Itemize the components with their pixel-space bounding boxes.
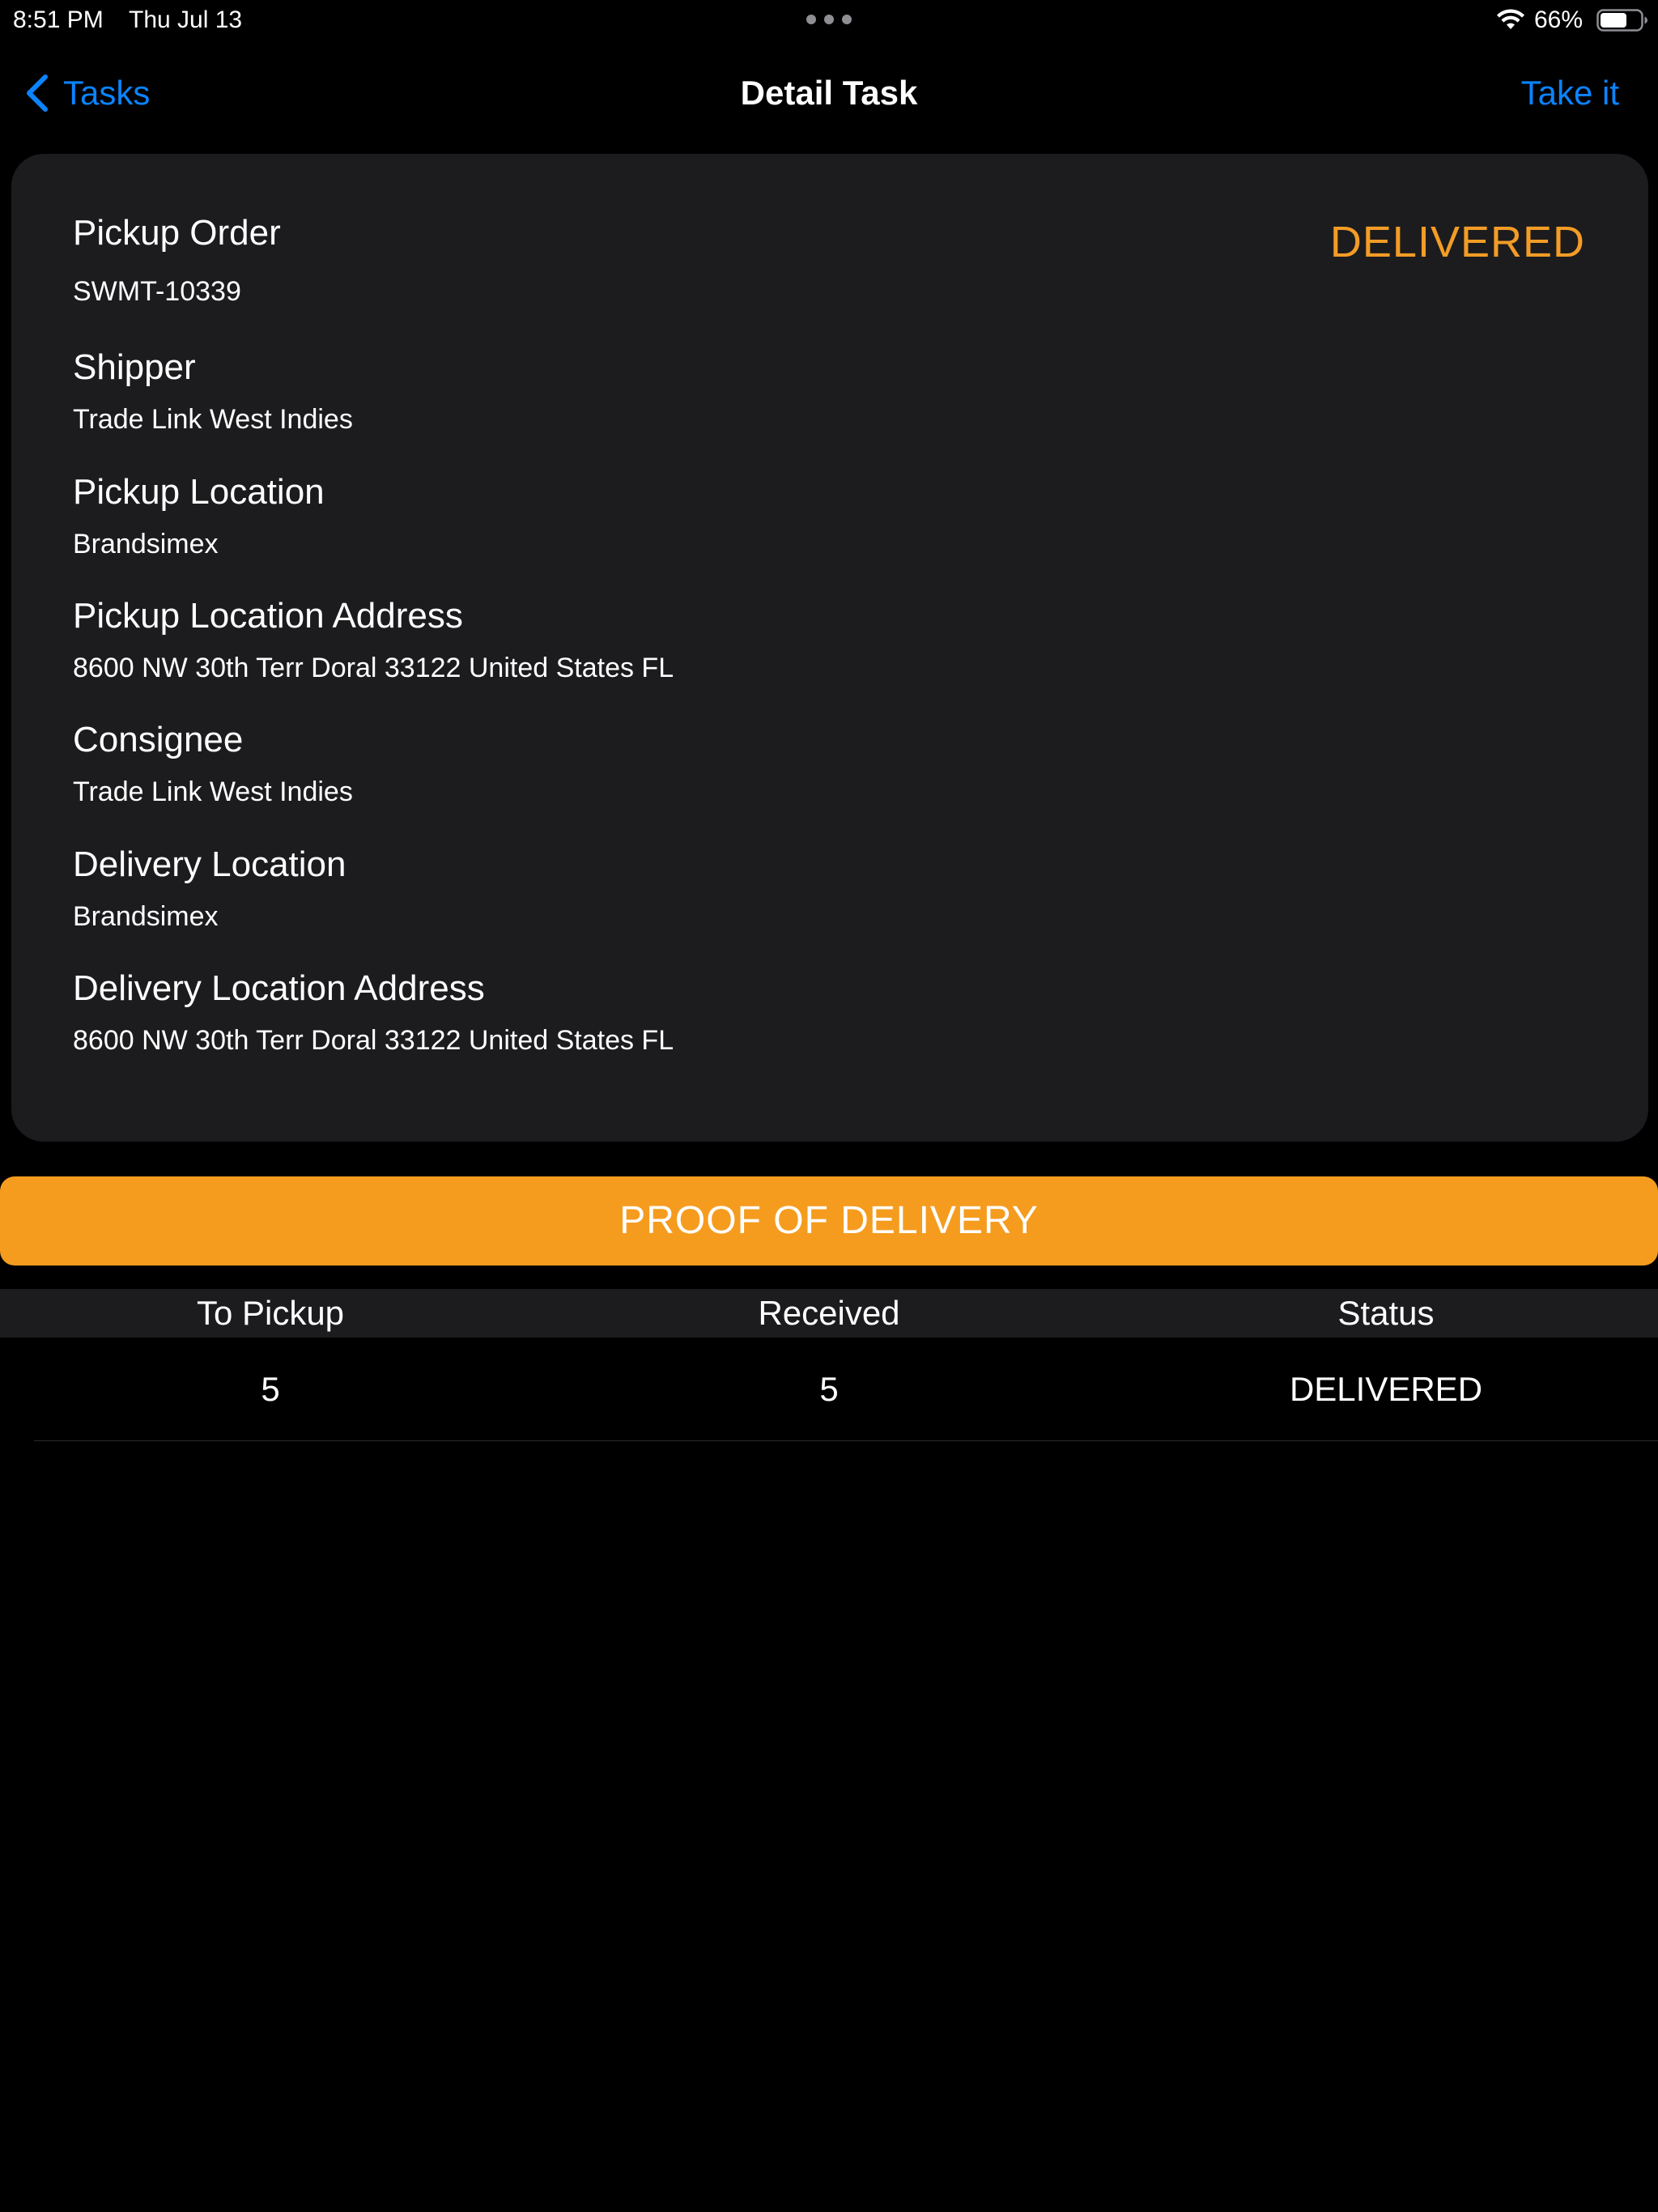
table-header bbox=[0, 1289, 1658, 1338]
status-bar bbox=[0, 0, 1658, 40]
battery-percentage: 66% bbox=[1534, 6, 1584, 33]
proof-of-delivery-button[interactable]: PROOF OF DELIVERY bbox=[0, 1176, 1658, 1266]
field-label: Pickup Location Address bbox=[73, 596, 463, 636]
field-delivery-location bbox=[73, 842, 346, 934]
field-pickup-location bbox=[73, 470, 325, 562]
field-shipper bbox=[73, 345, 353, 437]
wifi-icon bbox=[1496, 8, 1525, 32]
field-pickup-location-address bbox=[73, 593, 674, 686]
take-it-button[interactable]: Take it bbox=[1520, 74, 1619, 112]
cell-status: DELIVERED bbox=[1289, 1370, 1483, 1408]
column-header-status: Status bbox=[1337, 1294, 1435, 1332]
status-date: Thu Jul 13 bbox=[129, 6, 243, 33]
field-label: Shipper bbox=[73, 347, 196, 387]
field-value: Trade Link West Indies bbox=[73, 404, 353, 435]
field-label: Consignee bbox=[73, 720, 244, 759]
field-label: Pickup Location bbox=[73, 472, 325, 512]
column-header-to-pickup: To Pickup bbox=[196, 1294, 345, 1332]
field-value: Brandsimex bbox=[73, 529, 219, 559]
page-title: Detail Task bbox=[740, 74, 918, 112]
multitask-dots-icon[interactable] bbox=[806, 15, 852, 24]
status-badge: DELIVERED bbox=[1329, 218, 1585, 266]
field-pickup-order bbox=[73, 211, 281, 309]
field-consignee bbox=[73, 717, 353, 810]
field-label: Delivery Location Address bbox=[73, 968, 485, 1008]
status-time: 8:51 PM bbox=[13, 6, 104, 33]
column-header-received: Received bbox=[758, 1294, 900, 1332]
field-value: 8600 NW 30th Terr Doral 33122 United States FL bbox=[73, 1025, 674, 1056]
field-value: SWMT-10339 bbox=[73, 276, 241, 307]
field-value: 8600 NW 30th Terr Doral 33122 United States FL bbox=[73, 653, 674, 683]
row-divider bbox=[34, 1440, 1658, 1441]
field-value: Trade Link West Indies bbox=[73, 776, 353, 807]
field-label: Pickup Order bbox=[73, 213, 281, 253]
cell-to-pickup: 5 bbox=[261, 1370, 280, 1408]
table-row[interactable] bbox=[0, 1338, 1658, 1440]
back-button-label: Tasks bbox=[63, 74, 151, 112]
field-value: Brandsimex bbox=[73, 901, 219, 932]
field-label: Delivery Location bbox=[73, 844, 346, 884]
task-details-card bbox=[11, 154, 1648, 1142]
field-delivery-location-address bbox=[73, 966, 674, 1058]
cell-received: 5 bbox=[819, 1370, 839, 1408]
battery-icon bbox=[1596, 8, 1648, 32]
